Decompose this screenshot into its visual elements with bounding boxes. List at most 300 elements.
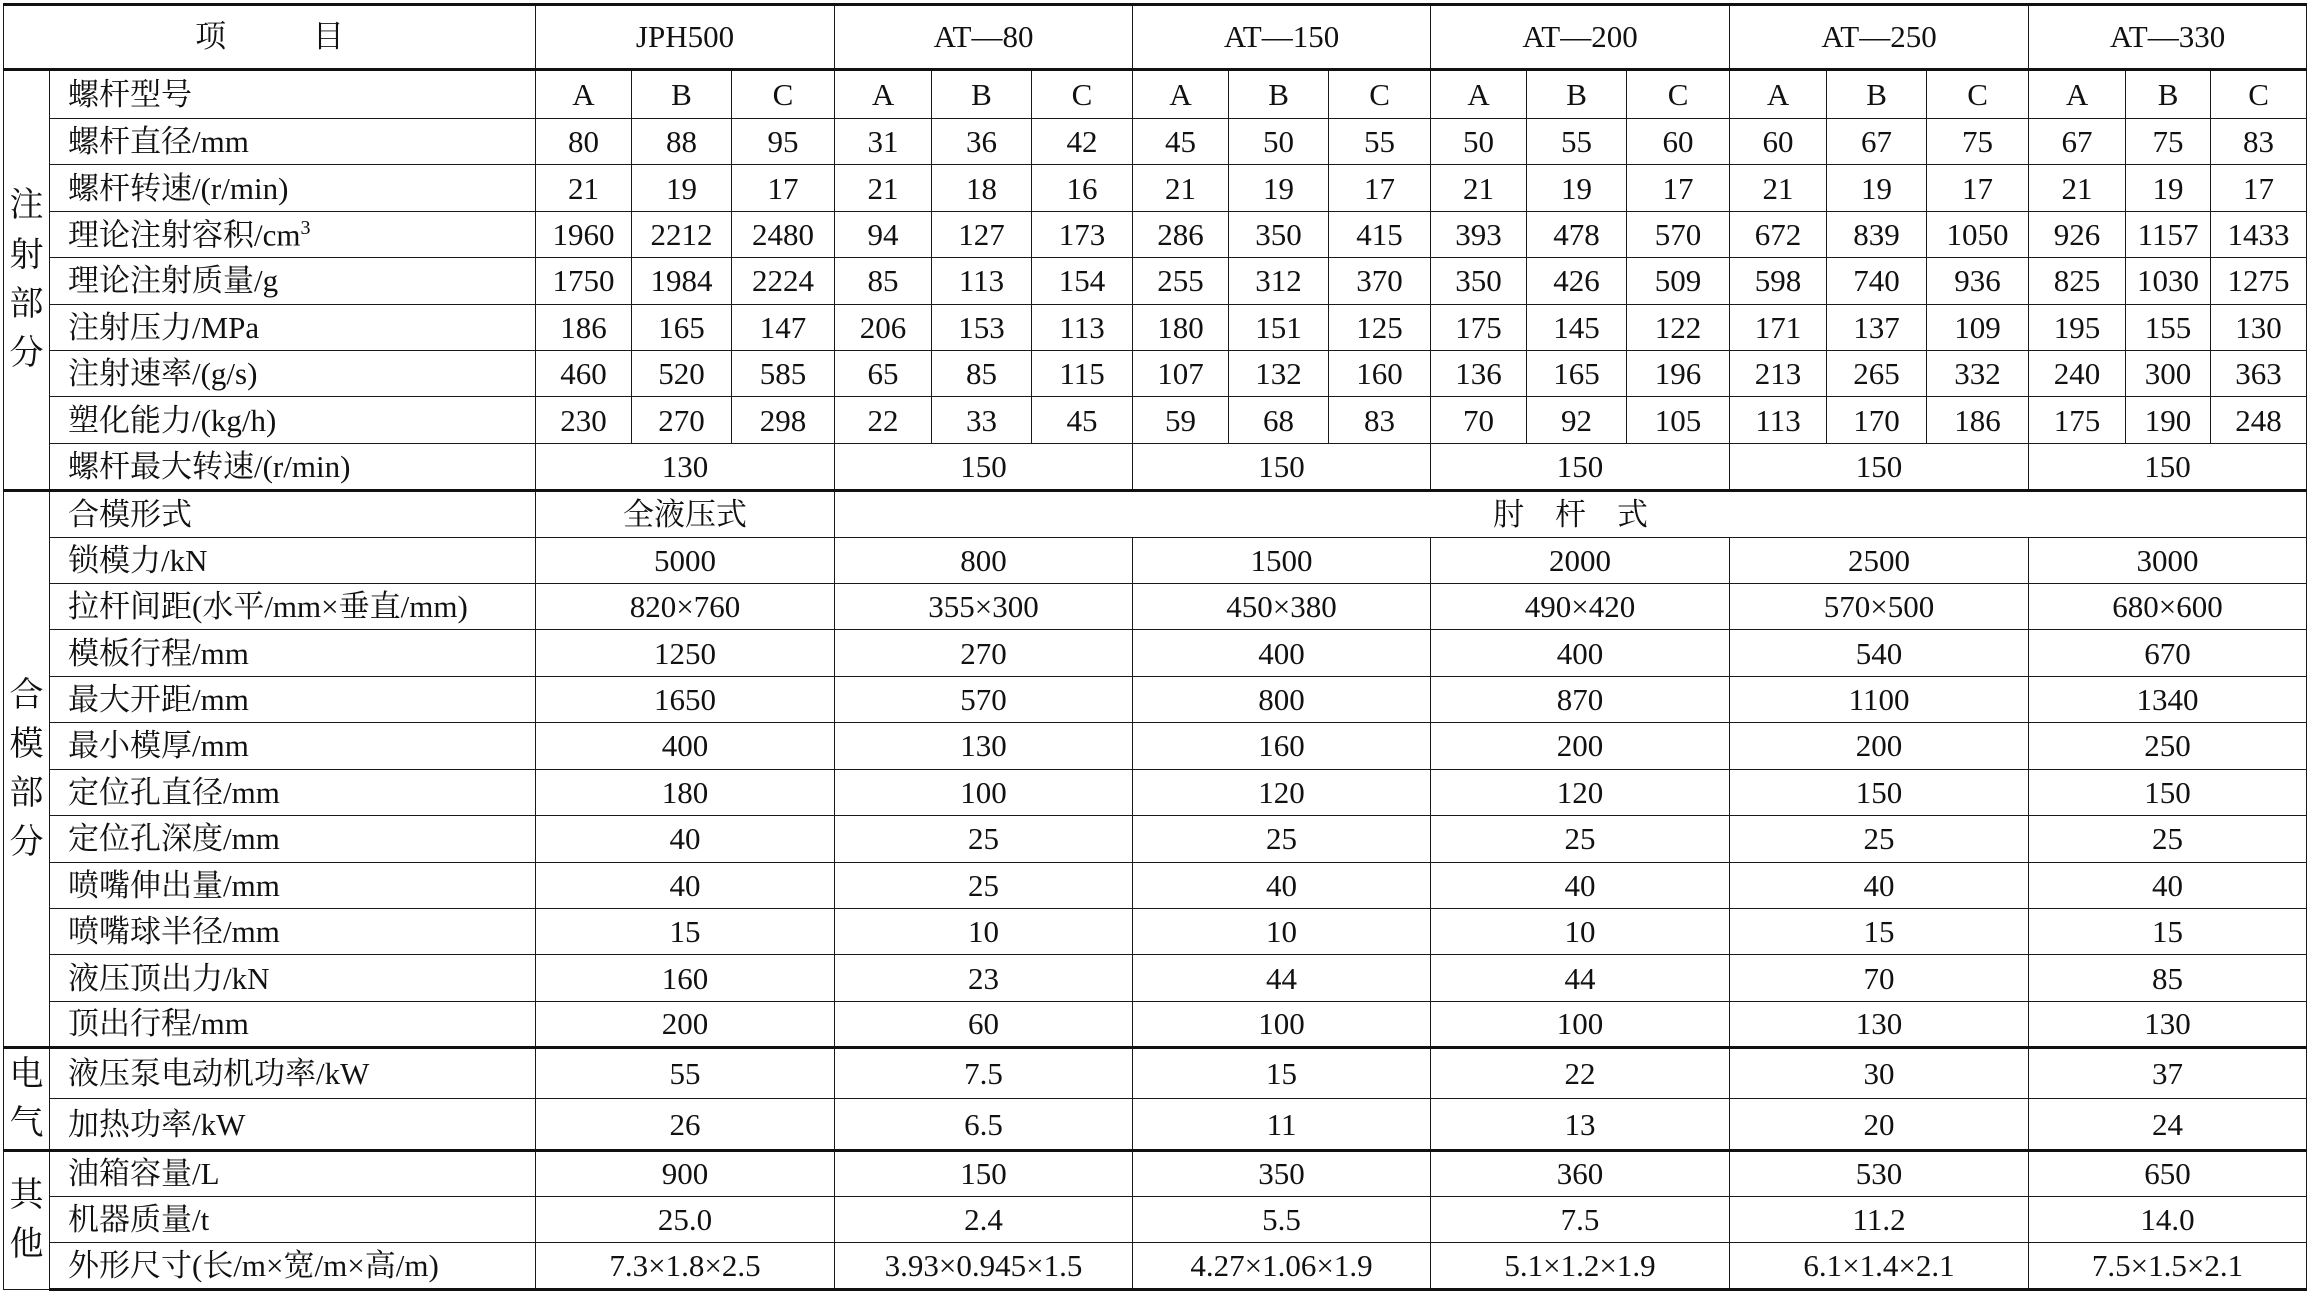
value-cell: 40 (1730, 862, 2029, 908)
value-cell: 520 (632, 351, 732, 397)
row-label-text: 喷嘴球半径/mm (68, 914, 280, 950)
row-label (50, 69, 536, 118)
value-cell: 160 (1329, 351, 1431, 397)
value-cell: C (1032, 69, 1133, 118)
row-label (50, 1243, 536, 1290)
value-cell: 40 (1431, 862, 1730, 908)
value-cell: 17 (1927, 165, 2029, 211)
table-row (4, 769, 2307, 815)
table-row (4, 397, 2307, 443)
value-cell: 363 (2211, 351, 2307, 397)
row-label (50, 1150, 536, 1196)
row-label-text: 合模形式 (68, 496, 192, 532)
value-cell: 60 (835, 1001, 1133, 1047)
value-cell: 200 (536, 1001, 835, 1047)
value-cell: 165 (1527, 351, 1627, 397)
value-cell: 270 (632, 397, 732, 443)
value-cell: 6.5 (835, 1099, 1133, 1150)
value-cell: 1984 (632, 258, 732, 304)
value-cell: 248 (2211, 397, 2307, 443)
row-label (50, 165, 536, 211)
clamp-type-toggle: 肘 杆 式 (835, 491, 2307, 537)
value-cell: B (1229, 69, 1329, 118)
value-cell: 40 (536, 862, 835, 908)
value-cell: 350 (1431, 258, 1527, 304)
value-cell: 1250 (536, 630, 835, 676)
value-cell: 1157 (2126, 211, 2211, 257)
value-cell: 19 (2126, 165, 2211, 211)
value-cell: 14.0 (2029, 1197, 2307, 1243)
value-cell: 400 (536, 723, 835, 769)
value-cell: 147 (732, 304, 835, 350)
value-cell: 15 (2029, 908, 2307, 954)
value-cell: 355×300 (835, 584, 1133, 630)
value-cell: 250 (2029, 723, 2307, 769)
value-cell: 40 (2029, 862, 2307, 908)
value-cell: 154 (1032, 258, 1133, 304)
value-cell: 19 (1229, 165, 1329, 211)
section-clamping (4, 491, 50, 1048)
value-cell: 370 (1329, 258, 1431, 304)
value-cell: 6.1×1.4×2.1 (1730, 1243, 2029, 1290)
section-clamping-char: 合 (9, 676, 44, 714)
value-cell: 130 (2029, 1001, 2307, 1047)
value-cell: 85 (932, 351, 1032, 397)
value-cell: C (732, 69, 835, 118)
value-cell: 145 (1527, 304, 1627, 350)
row-label-text: 螺杆转速/(r/min) (68, 170, 289, 206)
value-cell: 80 (536, 119, 632, 165)
header-model-at200: AT—200 (1431, 5, 1730, 70)
value-cell: 150 (1133, 443, 1431, 490)
value-cell: 55 (1527, 119, 1627, 165)
table-row (4, 862, 2307, 908)
section-electrical-char: 电 (9, 1055, 44, 1093)
table-row (4, 630, 2307, 676)
row-label (50, 1001, 536, 1047)
value-cell: 15 (1730, 908, 2029, 954)
value-cell: 17 (1329, 165, 1431, 211)
value-cell: 21 (835, 165, 932, 211)
row-label-text: 注射速率/(g/s) (68, 356, 258, 392)
spec-table (3, 3, 2307, 1291)
value-cell: 839 (1827, 211, 1927, 257)
value-cell: 83 (1329, 397, 1431, 443)
value-cell: 17 (1627, 165, 1730, 211)
value-cell: 92 (1527, 397, 1627, 443)
value-cell: 10 (835, 908, 1133, 954)
value-cell: 170 (1827, 397, 1927, 443)
row-label-text: 最大开距/mm (68, 682, 249, 718)
value-cell: 88 (632, 119, 732, 165)
value-cell: 2224 (732, 258, 835, 304)
value-cell: 195 (2029, 304, 2126, 350)
table-row (4, 1048, 2307, 1099)
table-row (4, 1099, 2307, 1150)
value-cell: 570×500 (1730, 584, 2029, 630)
value-cell: 132 (1229, 351, 1329, 397)
value-cell: 25 (2029, 816, 2307, 862)
value-cell: 1050 (1927, 211, 2029, 257)
value-cell: 85 (835, 258, 932, 304)
value-cell: 926 (2029, 211, 2126, 257)
table-row (4, 908, 2307, 954)
value-cell: 598 (1730, 258, 1827, 304)
value-cell: 1340 (2029, 676, 2307, 722)
table-row (4, 1001, 2307, 1047)
value-cell: B (2126, 69, 2211, 118)
value-cell: 186 (536, 304, 632, 350)
table-row (4, 69, 2307, 118)
table-row (4, 211, 2307, 257)
value-cell: 1650 (536, 676, 835, 722)
value-cell: 17 (732, 165, 835, 211)
row-label (50, 119, 536, 165)
value-cell: 3000 (2029, 537, 2307, 583)
row-label-text: 理论注射容积/cm (68, 217, 301, 253)
table-row (4, 443, 2307, 490)
value-cell: 137 (1827, 304, 1927, 350)
value-cell: 55 (536, 1048, 835, 1099)
value-cell: 150 (835, 443, 1133, 490)
value-cell: 240 (2029, 351, 2126, 397)
value-cell: 109 (1927, 304, 2029, 350)
row-label-text: 定位孔直径/mm (68, 774, 280, 810)
table-row (4, 955, 2307, 1001)
value-cell: 33 (932, 397, 1032, 443)
value-cell: 230 (536, 397, 632, 443)
row-label-text: 最小模厚/mm (68, 728, 249, 764)
value-cell: 21 (2029, 165, 2126, 211)
value-cell: 286 (1133, 211, 1229, 257)
section-injection-char: 射 (9, 236, 44, 274)
value-cell: 150 (1730, 443, 2029, 490)
value-cell: 120 (1133, 769, 1431, 815)
table-row (4, 351, 2307, 397)
section-other (4, 1150, 50, 1289)
table-row (4, 258, 2307, 304)
value-cell: B (932, 69, 1032, 118)
value-cell: 1275 (2211, 258, 2307, 304)
value-cell: 21 (1431, 165, 1527, 211)
row-label-text: 螺杆最大转速/(r/min) (68, 449, 351, 485)
table-row (4, 1197, 2307, 1243)
value-cell: 175 (2029, 397, 2126, 443)
value-cell: 21 (536, 165, 632, 211)
row-label-text: 理论注射质量/g (68, 263, 279, 299)
value-cell: B (632, 69, 732, 118)
row-label (50, 816, 536, 862)
row-label-text: 顶出行程/mm (68, 1006, 249, 1042)
table-row (4, 816, 2307, 862)
row-label-text: 机器质量/t (68, 1202, 210, 1238)
value-cell: 200 (1730, 723, 2029, 769)
value-cell: 25 (1133, 816, 1431, 862)
value-cell: 130 (835, 723, 1133, 769)
row-label-text: 模板行程/mm (68, 635, 249, 671)
value-cell: 130 (1730, 1001, 2029, 1047)
row-label (50, 491, 536, 537)
value-cell: 740 (1827, 258, 1927, 304)
value-cell: 50 (1431, 119, 1527, 165)
row-label-text: 喷嘴伸出量/mm (68, 867, 280, 903)
value-cell: 16 (1032, 165, 1133, 211)
value-cell: C (1329, 69, 1431, 118)
value-cell: 3.93×0.945×1.5 (835, 1243, 1133, 1290)
table-row (4, 119, 2307, 165)
value-cell: 100 (1431, 1001, 1730, 1047)
value-cell: 820×760 (536, 584, 835, 630)
header-row (4, 5, 2307, 70)
section-clamping-char: 分 (9, 824, 44, 862)
value-cell: 115 (1032, 351, 1133, 397)
value-cell: C (2211, 69, 2307, 118)
header-item-cell (4, 5, 536, 70)
value-cell: 55 (1329, 119, 1431, 165)
value-cell: 24 (2029, 1099, 2307, 1150)
table-row (4, 165, 2307, 211)
section-electrical-char: 气 (9, 1104, 44, 1142)
value-cell: 70 (1730, 955, 2029, 1001)
row-label-text: 定位孔深度/mm (68, 821, 280, 857)
value-cell: 60 (1627, 119, 1730, 165)
value-cell: 22 (1431, 1048, 1730, 1099)
section-electrical (4, 1048, 50, 1151)
value-cell: 68 (1229, 397, 1329, 443)
value-cell: 25 (835, 862, 1133, 908)
value-cell: 4.27×1.06×1.9 (1133, 1243, 1431, 1290)
value-cell: 95 (732, 119, 835, 165)
value-cell: 1100 (1730, 676, 2029, 722)
value-cell: 113 (1032, 304, 1133, 350)
value-cell: 2000 (1431, 537, 1730, 583)
value-cell: 31 (835, 119, 932, 165)
value-cell: 530 (1730, 1150, 2029, 1196)
row-label-text: 螺杆直径/mm (68, 124, 249, 160)
table-row (4, 723, 2307, 769)
table-row (4, 491, 2307, 537)
value-cell: 650 (2029, 1150, 2307, 1196)
value-cell: 160 (1133, 723, 1431, 769)
value-cell: 45 (1032, 397, 1133, 443)
header-model-jph500: JPH500 (536, 5, 835, 70)
value-cell: 175 (1431, 304, 1527, 350)
row-label (50, 630, 536, 676)
value-cell: 270 (835, 630, 1133, 676)
value-cell: 21 (1133, 165, 1229, 211)
value-cell: 936 (1927, 258, 2029, 304)
value-cell: 680×600 (2029, 584, 2307, 630)
value-cell: 206 (835, 304, 932, 350)
value-cell: 2480 (732, 211, 835, 257)
value-cell: 1433 (2211, 211, 2307, 257)
value-cell: 30 (1730, 1048, 2029, 1099)
value-cell: 490×420 (1431, 584, 1730, 630)
value-cell: 50 (1229, 119, 1329, 165)
value-cell: 25 (1730, 816, 2029, 862)
row-label (50, 769, 536, 815)
row-label (50, 1048, 536, 1099)
value-cell: 180 (1133, 304, 1229, 350)
section-clamping-char: 部 (9, 775, 44, 813)
value-cell: 113 (1730, 397, 1827, 443)
value-cell: 870 (1431, 676, 1730, 722)
table-row (4, 537, 2307, 583)
row-label (50, 537, 536, 583)
value-cell: 255 (1133, 258, 1229, 304)
value-cell: A (1133, 69, 1229, 118)
clamp-type-hydraulic: 全液压式 (536, 491, 835, 537)
value-cell: 2500 (1730, 537, 2029, 583)
value-cell: 94 (835, 211, 932, 257)
value-cell: 509 (1627, 258, 1730, 304)
row-label (50, 211, 536, 257)
row-label-sup: 3 (300, 217, 311, 240)
row-label-text: 加热功率/kW (68, 1106, 246, 1142)
value-cell: 150 (835, 1150, 1133, 1196)
value-cell: 150 (2029, 769, 2307, 815)
row-label (50, 397, 536, 443)
value-cell: 15 (536, 908, 835, 954)
value-cell: 85 (2029, 955, 2307, 1001)
row-label-text: 锁模力/kN (68, 542, 208, 578)
value-cell: 20 (1730, 1099, 2029, 1150)
section-injection-char: 分 (9, 335, 44, 373)
value-cell: 23 (835, 955, 1133, 1001)
value-cell: 196 (1627, 351, 1730, 397)
row-label (50, 1099, 536, 1150)
value-cell: 120 (1431, 769, 1730, 815)
value-cell: 42 (1032, 119, 1133, 165)
value-cell: 100 (1133, 1001, 1431, 1047)
section-clamping-char: 模 (9, 725, 44, 763)
table-row (4, 1150, 2307, 1196)
value-cell: 173 (1032, 211, 1133, 257)
value-cell: 150 (1730, 769, 2029, 815)
value-cell: 10 (1431, 908, 1730, 954)
value-cell: 1500 (1133, 537, 1431, 583)
value-cell: 672 (1730, 211, 1827, 257)
value-cell: 900 (536, 1150, 835, 1196)
value-cell: 13 (1431, 1099, 1730, 1150)
value-cell: 37 (2029, 1048, 2307, 1099)
header-model-at330: AT—330 (2029, 5, 2307, 70)
value-cell: 18 (932, 165, 1032, 211)
value-cell: 19 (632, 165, 732, 211)
value-cell: 570 (1627, 211, 1730, 257)
row-label-text: 液压顶出力/kN (68, 960, 270, 996)
header-model-at80: AT—80 (835, 5, 1133, 70)
value-cell: 21 (1730, 165, 1827, 211)
section-other-char: 其 (9, 1177, 44, 1215)
value-cell: 113 (932, 258, 1032, 304)
row-label (50, 258, 536, 304)
value-cell: 426 (1527, 258, 1627, 304)
value-cell: 25.0 (536, 1197, 835, 1243)
header-item-label: 项 目 (195, 19, 372, 55)
value-cell: 125 (1329, 304, 1431, 350)
value-cell: 350 (1229, 211, 1329, 257)
value-cell: 22 (835, 397, 932, 443)
row-label-text: 注射压力/MPa (68, 309, 260, 345)
row-label-text: 液压泵电动机功率/kW (68, 1056, 370, 1092)
value-cell: 540 (1730, 630, 2029, 676)
value-cell: 151 (1229, 304, 1329, 350)
value-cell: 5000 (536, 537, 835, 583)
value-cell: 15 (1133, 1048, 1431, 1099)
row-label (50, 443, 536, 490)
value-cell: 44 (1431, 955, 1730, 1001)
value-cell: A (1730, 69, 1827, 118)
row-label (50, 584, 536, 630)
header-model-at150: AT—150 (1133, 5, 1431, 70)
value-cell: 10 (1133, 908, 1431, 954)
row-label (50, 723, 536, 769)
value-cell: 122 (1627, 304, 1730, 350)
table-row (4, 1243, 2307, 1290)
section-other-char: 他 (9, 1226, 44, 1264)
value-cell: 298 (732, 397, 835, 443)
value-cell: 670 (2029, 630, 2307, 676)
value-cell: 130 (2211, 304, 2307, 350)
section-injection (4, 69, 50, 491)
value-cell: 150 (1431, 443, 1730, 490)
value-cell: 83 (2211, 119, 2307, 165)
row-label (50, 862, 536, 908)
value-cell: 60 (1730, 119, 1827, 165)
value-cell: 570 (835, 676, 1133, 722)
value-cell: A (2029, 69, 2126, 118)
row-label-text: 油箱容量/L (68, 1156, 220, 1192)
value-cell: 105 (1627, 397, 1730, 443)
value-cell: 350 (1133, 1150, 1431, 1196)
value-cell: 2212 (632, 211, 732, 257)
row-label (50, 1197, 536, 1243)
value-cell: 1960 (536, 211, 632, 257)
value-cell: 127 (932, 211, 1032, 257)
table-row (4, 676, 2307, 722)
value-cell: 65 (835, 351, 932, 397)
value-cell: 75 (2126, 119, 2211, 165)
value-cell: 107 (1133, 351, 1229, 397)
value-cell: 585 (732, 351, 835, 397)
value-cell: 800 (835, 537, 1133, 583)
section-injection-char: 注 (9, 187, 44, 225)
row-label (50, 351, 536, 397)
row-label-text: 塑化能力/(kg/h) (68, 402, 277, 438)
table-row (4, 584, 2307, 630)
value-cell: 393 (1431, 211, 1527, 257)
value-cell: 190 (2126, 397, 2211, 443)
value-cell: 155 (2126, 304, 2211, 350)
row-label-text: 螺杆型号 (68, 76, 192, 112)
value-cell: 800 (1133, 676, 1431, 722)
value-cell: 5.5 (1133, 1197, 1431, 1243)
value-cell: 186 (1927, 397, 2029, 443)
value-cell: A (1431, 69, 1527, 118)
value-cell: 265 (1827, 351, 1927, 397)
row-label (50, 304, 536, 350)
value-cell: 5.1×1.2×1.9 (1431, 1243, 1730, 1290)
value-cell: 44 (1133, 955, 1431, 1001)
value-cell: 7.5 (1431, 1197, 1730, 1243)
value-cell: 26 (536, 1099, 835, 1150)
value-cell: 59 (1133, 397, 1229, 443)
value-cell: 100 (835, 769, 1133, 815)
value-cell: 450×380 (1133, 584, 1431, 630)
value-cell: B (1827, 69, 1927, 118)
value-cell: 1030 (2126, 258, 2211, 304)
